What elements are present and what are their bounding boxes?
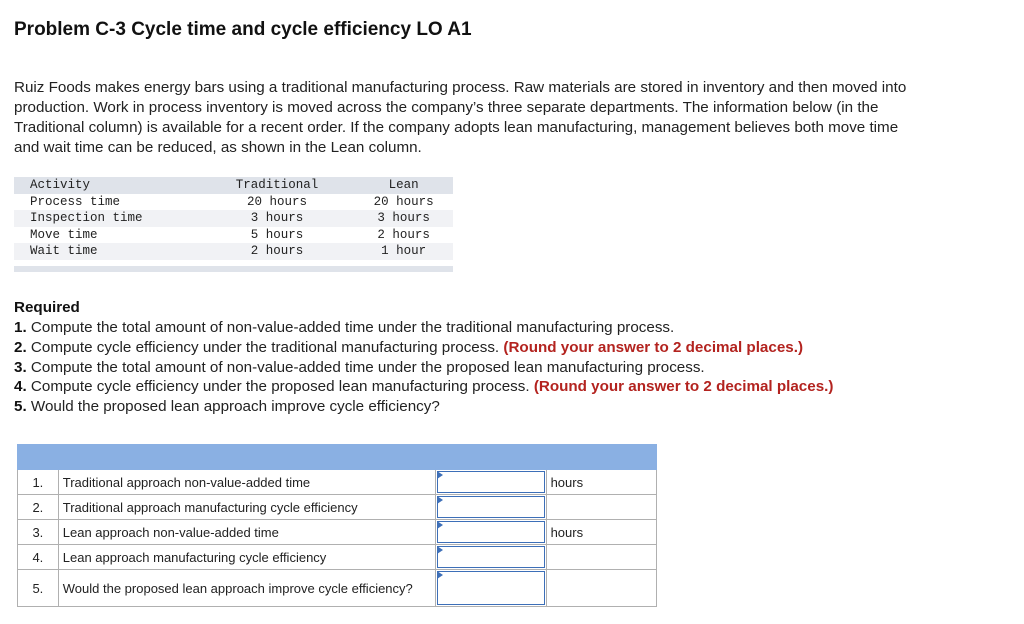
header-lean: Lean (388, 178, 419, 192)
required-item (14, 318, 833, 338)
item-number: 2. (14, 338, 27, 356)
answer-input-traditional-nva[interactable] (437, 471, 544, 493)
answer-input-cell[interactable] (436, 495, 546, 520)
required-item (14, 397, 833, 417)
answer-row (18, 520, 657, 545)
intro-line: production. Work in process inventory is moved across the company’s three separate departments. The information below (in the (14, 99, 879, 116)
item-text: Compute cycle efficiency under the traditional manufacturing process. (30, 338, 500, 356)
answer-label: Lean approach manufacturing cycle efficiency (58, 545, 436, 570)
table-row (14, 210, 453, 227)
rounding-note: (Round your answer to 2 decimal places.) (533, 378, 834, 396)
dropdown-marker-icon (437, 471, 443, 479)
answer-label: Would the proposed lean approach improve cycle efficiency? (58, 570, 436, 607)
item-number: 5. (14, 398, 27, 416)
intro-line: Traditional column) is available for a recent order. If the company adopts lean manufacturing, management believes both move time (14, 119, 899, 136)
answer-row (18, 570, 657, 607)
item-text: Would the proposed lean approach improve cycle efficiency? (30, 398, 440, 416)
page-title: Problem C-3 Cycle time and cycle efficiency LO A1 (14, 19, 472, 40)
answer-input-cell[interactable] (436, 570, 546, 607)
answer-unit: hours (546, 520, 656, 545)
answer-label: Traditional approach manufacturing cycle efficiency (58, 495, 436, 520)
answer-unit (546, 545, 656, 570)
answer-unit (546, 570, 656, 607)
item-text: Compute cycle efficiency under the proposed lean manufacturing process. (30, 378, 530, 396)
answer-input-traditional-efficiency[interactable] (437, 496, 544, 518)
answer-row (18, 545, 657, 570)
required-item (14, 338, 833, 358)
activity-cell: Process time (30, 194, 121, 209)
activity-cell: Inspection time (30, 211, 143, 225)
rounding-note: (Round your answer to 2 decimal places.) (503, 338, 803, 356)
activity-cell: Wait time (30, 244, 98, 258)
dropdown-marker-icon (437, 521, 443, 529)
dropdown-marker-icon (437, 546, 443, 554)
answer-input-lean-nva[interactable] (437, 521, 544, 543)
table-row (14, 243, 453, 260)
required-item (14, 358, 833, 378)
header-activity: Activity (30, 178, 91, 192)
answer-input-cell[interactable] (436, 545, 546, 570)
table-footer-bar (14, 266, 453, 272)
traditional-cell: 2 hours (250, 244, 304, 258)
answer-row (18, 495, 657, 520)
answer-table (17, 444, 657, 607)
answer-select-improve[interactable] (437, 571, 544, 605)
intro-line: and wait time can be reduced, as shown in the Lean column. (14, 139, 422, 156)
header-traditional: Traditional (235, 178, 319, 192)
traditional-cell: 5 hours (250, 227, 304, 242)
answer-number: 1. (18, 470, 59, 495)
answer-unit (546, 495, 656, 520)
lean-cell: 2 hours (377, 227, 430, 242)
required-list (14, 318, 833, 417)
lean-cell: 3 hours (377, 211, 430, 225)
answer-label: Lean approach non-value-added time (58, 520, 436, 545)
answer-input-cell[interactable] (436, 520, 546, 545)
traditional-cell: 20 hours (247, 194, 308, 209)
lean-cell: 1 hour (381, 244, 427, 258)
answer-unit: hours (546, 470, 656, 495)
traditional-cell: 3 hours (250, 211, 304, 225)
table-header-row (14, 177, 453, 194)
item-number: 4. (14, 378, 27, 396)
time-data-table (14, 177, 453, 260)
dropdown-marker-icon (437, 496, 443, 504)
answer-input-cell[interactable] (436, 470, 546, 495)
answer-label: Traditional approach non-value-added time (58, 470, 436, 495)
required-heading: Required (14, 299, 80, 316)
required-item (14, 377, 833, 397)
item-number: 3. (14, 358, 27, 376)
answer-table-header (18, 445, 657, 470)
answer-number: 3. (18, 520, 59, 545)
item-text: Compute the total amount of non-value-added time under the proposed lean manufacturing process. (30, 358, 705, 376)
dropdown-marker-icon (437, 571, 443, 579)
activity-cell: Move time (30, 227, 98, 242)
answer-number: 2. (18, 495, 59, 520)
item-text: Compute the total amount of non-value-added time under the traditional manufacturing process. (30, 319, 675, 336)
lean-cell: 20 hours (373, 194, 434, 209)
answer-row (18, 470, 657, 495)
answer-input-lean-efficiency[interactable] (437, 546, 544, 568)
table-row (14, 227, 453, 244)
problem-description (14, 78, 1024, 158)
answer-number: 5. (18, 570, 59, 607)
item-number: 1. (14, 319, 27, 336)
intro-line: Ruiz Foods makes energy bars using a traditional manufacturing process. Raw materials are stored in inventory and then moved into (14, 79, 907, 96)
answer-number: 4. (18, 545, 59, 570)
table-row (14, 194, 453, 211)
